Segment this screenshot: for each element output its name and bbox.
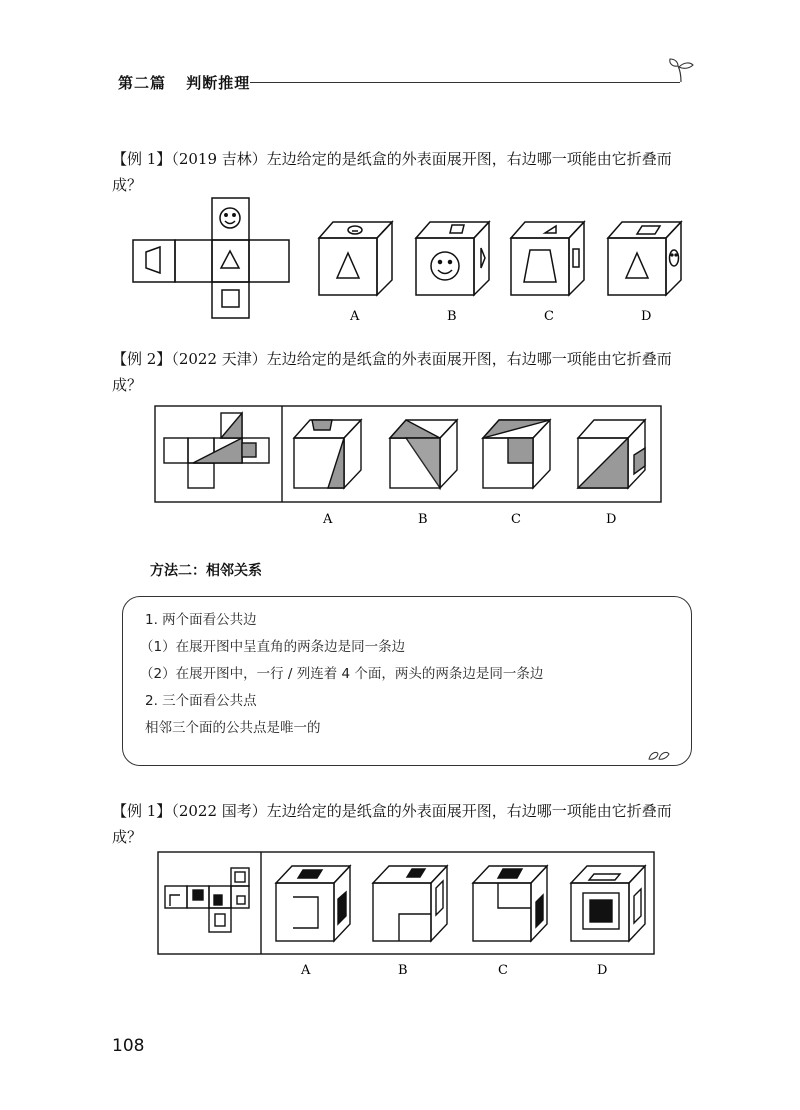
- example-1-option-c: C: [544, 309, 554, 324]
- example-1-option-a: A: [350, 309, 360, 324]
- example-1-option-d: D: [641, 309, 652, 324]
- example-1-option-b: B: [447, 309, 457, 324]
- example-2-option-a: A: [323, 512, 333, 527]
- method-title: 方法二：相邻关系: [150, 563, 262, 579]
- example-3-tag: 【例 1】: [112, 802, 172, 820]
- example-3-option-a: A: [301, 963, 311, 978]
- example-1-text: 左边给定的是纸盒的外表面展开图，右边哪一项能由它折叠而成？: [112, 150, 672, 194]
- example-3-source: （2022 国考）: [171, 802, 267, 820]
- example-2-option-c: C: [511, 512, 521, 527]
- cube-c: [473, 866, 547, 941]
- method-line-5: 相邻三个面的公共点是唯一的: [145, 720, 321, 736]
- page-number: 108: [112, 1036, 145, 1056]
- example-3-option-b: B: [398, 963, 408, 978]
- cube-a: [276, 866, 350, 941]
- method-line-1: 1. 两个面看公共边: [145, 612, 257, 628]
- example-2-text: 左边给定的是纸盒的外表面展开图，右边哪一项能由它折叠而成？: [112, 350, 672, 394]
- method-line-2: （1）在展开图中呈直角的两条边是同一条边: [140, 639, 406, 655]
- example-1-source: （2019 吉林）: [171, 150, 267, 168]
- example-3-option-c: C: [498, 963, 508, 978]
- example-1-tag: 【例 1】: [112, 150, 172, 168]
- example-2-tag: 【例 2】: [112, 350, 172, 368]
- method-line-3: （2）在展开图中，一行 / 列连着 4 个面，两头的两条边是同一条边: [140, 666, 544, 682]
- example-3-option-d: D: [597, 963, 608, 978]
- example-2-source: （2022 天津）: [171, 350, 267, 368]
- chapter-label: 判断推理: [186, 74, 251, 92]
- example-3-net: [165, 868, 249, 932]
- example-2-option-b: B: [418, 512, 428, 527]
- method-line-4: 2. 三个面看公共点: [145, 693, 257, 709]
- example-3-frame: [158, 852, 654, 954]
- cube-d: [571, 866, 645, 941]
- example-3-text: 左边给定的是纸盒的外表面展开图，右边哪一项能由它折叠而成？: [112, 802, 672, 846]
- cube-b: [373, 866, 447, 941]
- section-label: 第二篇: [118, 74, 167, 92]
- example-2-option-d: D: [606, 512, 617, 527]
